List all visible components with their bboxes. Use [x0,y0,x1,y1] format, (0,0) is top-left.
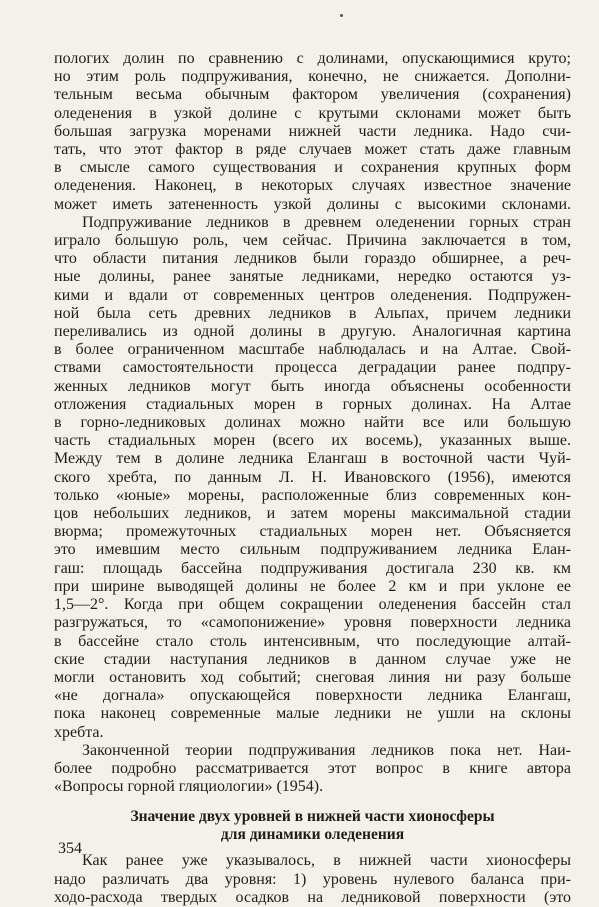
text-line: в бассейне стало столь интенсивным, что последующие алтай- [54,632,571,650]
text-line: это имевшим место сильным подпруживанием ледника Елан- [54,541,571,559]
section-heading [54,808,571,844]
text-line: Подпруживание ледников в древнем оледенении горных стран [82,213,571,231]
paragraph-2 [54,214,571,742]
heading-line: для динамики оледенения [220,826,405,844]
text-line: «не догнала» опускающейся поверхности ледника Елангаш, [54,687,571,705]
heading-line: Значение двух уровней в нижней части хионосферы [130,808,495,826]
text-line: что области питания ледников были гораздо обширнее, а реч- [54,250,571,268]
text-line: Между тем в долине ледника Елангаш в восточной части Чуй- [54,450,571,468]
text-line: могли остановить ход событий; снеговая линия ни разу больше [54,668,571,686]
text-line: «Вопросы горной гляциологии» (1954). [54,778,324,796]
text-line: переливались из одной долины в другую. Аналогичная картина [54,323,571,341]
text-line: ские стадии наступания ледников в данном случае уже не [54,650,571,668]
text-line: при ширине выводящей долины не более 2 км и при уклоне ее [54,577,571,595]
text-line: большая загрузка моренами нижней части ледника. Надо счи- [54,122,571,140]
text-line: может иметь затененность узкой долины с высокими склонами. [54,195,571,213]
text-line: разгружаться, то «самопонижение» уровня поверхности ледника [54,614,571,632]
text-line: ского хребта, по данным Л. Н. Ивановского (1956), имеются [54,468,571,486]
text-line: оледенения. Наконец, в некоторых случаях известное значение [54,177,571,195]
text-line: цов небольших ледников, и затем морены максимальной стадии [54,505,571,523]
text-line: пока наконец современные малые ледники не ушли на склоны [54,705,571,723]
text-line: только «юные» морены, расположенные близ современных кон- [54,486,571,504]
paragraph-4 [54,852,571,907]
paragraph-3 [54,742,571,797]
text-line: Как ранее уже указывалось, в нижней части хионосферы [82,852,571,870]
text-line: играло большую роль, чем сейчас. Причина заключается в том, [54,232,571,250]
text-line: гаш: площадь бассейна подпруживания достигала 230 кв. км [54,559,571,577]
text-line: надо различать два уровня: 1) уровень нулевого баланса при- [54,870,571,888]
text-line: отложения стадиальных морен в горных долинах. На Алтае [54,395,571,413]
text-line: кими и вдали от современных центров оледенения. Подпружен- [54,286,571,304]
text-line: пологих долин по сравнению с долинами, опускающимися круто; [54,50,571,67]
paragraph-1 [54,50,571,214]
text-line: тельным весьма обычным фактором увеличения (сохранения) [54,86,571,104]
text-line: оледенения в узкой долине с крутыми склонами может быть [54,104,571,122]
text-line: хребта. [54,723,104,741]
text-line: ной была сеть древних ледников в Альпах, причем ледники [54,304,571,322]
text-line: но этим роль подпруживания, конечно, не снижается. Дополни- [54,68,571,86]
text-line: ходо-расхода твердых осадков на ледниковой поверхности (это [54,888,571,906]
print-mark [340,14,343,17]
text-line: часть стадиальных морен (всего их восемь), указанных выше. [54,432,571,450]
text-line: 1,5—2°. Когда при общем сокращении оледенения бассейн стал [54,596,571,614]
text-line: более подробно рассматривается этот вопрос в книге автора [54,759,571,777]
text-line: Законченной теории подпруживания ледников пока нет. Наи- [82,741,571,759]
page-number: 354 [58,840,82,857]
text-line: в более ограниченном масштабе наблюдалась и на Алтае. Свой- [54,341,571,359]
text-line: вюрма; промежуточных стадиальных морен нет. Объясняется [54,523,571,541]
text-line: в горно-ледниковых долинах можно найти все или большую [54,414,571,432]
text-line: в смысле самого существования и сохранения крупных форм [54,159,571,177]
text-line: ные долины, ранее занятые ледниками, нередко остаются уз- [54,268,571,286]
text-line: женных ледников могут быть иногда объяснены особенности [54,377,571,395]
body-text [54,50,571,907]
text-line: тать, что этот фактор в ряде случаев может стать даже главным [54,141,571,159]
text-line: ствами самостоятельности процесса деградации ранее подпру- [54,359,571,377]
